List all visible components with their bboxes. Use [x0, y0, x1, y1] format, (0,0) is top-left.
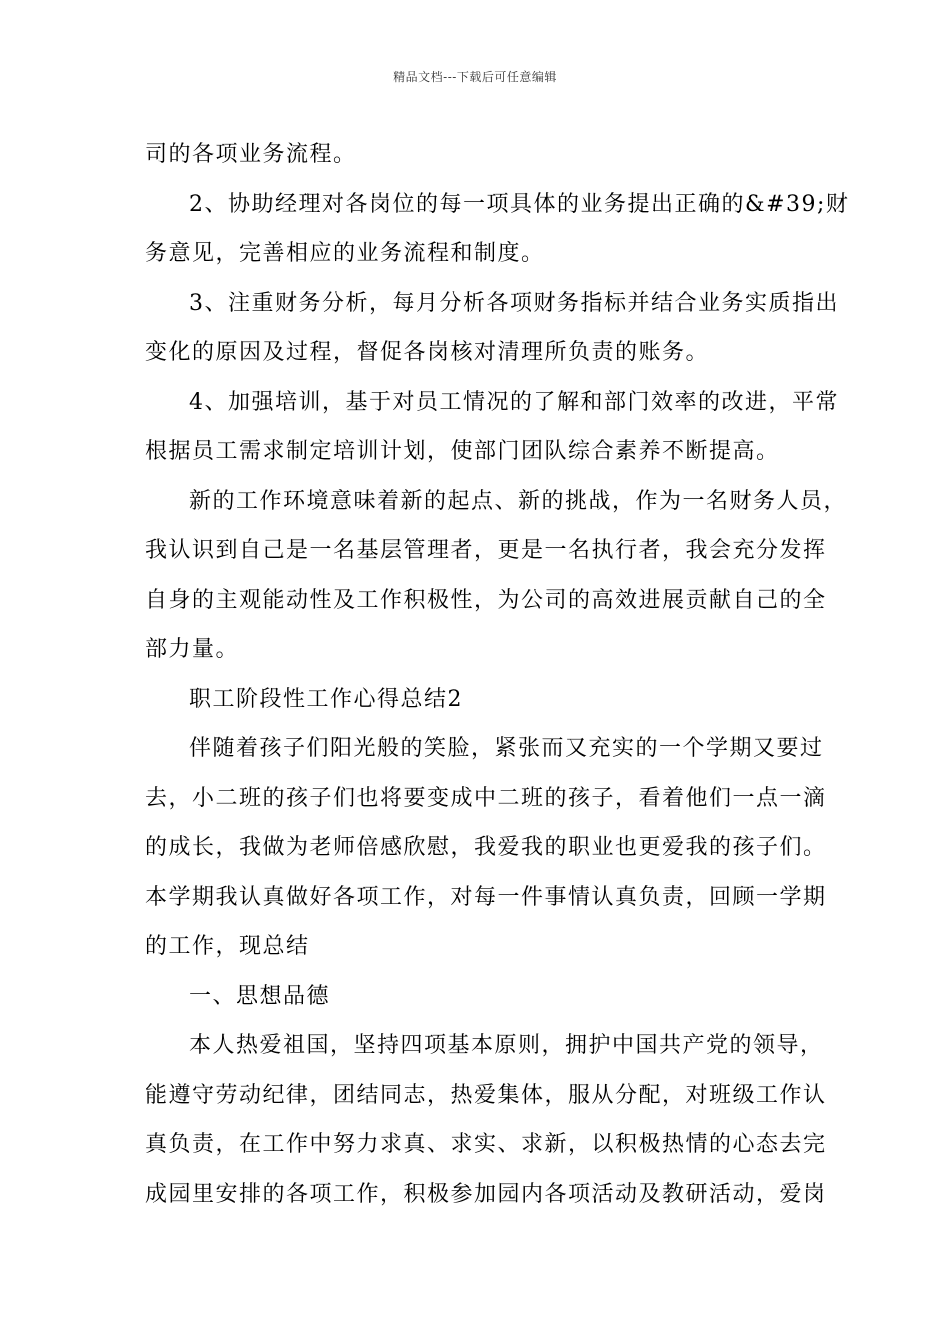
text-line: 4、加强培训，基于对员工情况的了解和部门效率的改进，平常 — [189, 389, 839, 415]
text-line: 成园里安排的各项工作，积极参加园内各项活动及教研活动，爱岗 — [145, 1181, 827, 1207]
text-line: 的成长，我做为老师倍感欣慰，我爱我的职业也更爱我的孩子们。 — [145, 835, 827, 860]
text-line: 本人热爱祖国，坚持四项基本原则，拥护中国共产党的领导， — [189, 1033, 824, 1058]
text-line: 自身的主观能动性及工作积极性，为公司的高效进展贡献自己的全 — [145, 587, 827, 613]
text-line: 部力量。 — [145, 637, 240, 662]
text-line: 真负责，在工作中努力求真、求实、求新，以积极热情的心态去完 — [145, 1132, 827, 1157]
text-line: 司的各项业务流程。 — [145, 142, 357, 167]
text-line: 本学期我认真做好各项工作，对每一件事情认真负责，回顾一学期 — [145, 884, 827, 910]
section-heading: 职工阶段性工作心得总结2 — [189, 686, 463, 712]
text-line: 变化的原因及过程，督促各岗核对清理所负责的账务。 — [145, 340, 710, 365]
text-line: 我认识到自己是一名基层管理者，更是一名执行者，我会充分发挥 — [145, 538, 827, 563]
document-body — [145, 130, 850, 1219]
section-heading: 一、思想品德 — [189, 983, 331, 1009]
text-line: 的工作，现总结 — [145, 934, 310, 959]
text-line: 去，小二班的孩子们也将要变成中二班的孩子，看着他们一点一滴 — [145, 785, 827, 811]
text-line: 能遵守劳动纪律，团结同志，热爱集体，服从分配，对班级工作认 — [145, 1082, 827, 1108]
text-line: 3、注重财务分析，每月分析各项财务指标并结合业务实质指出 — [189, 290, 839, 316]
page-header: 精品文档---下载后可任意编辑 — [393, 70, 557, 84]
text-line: 务意见，完善相应的业务流程和制度。 — [145, 241, 545, 266]
text-line: 新的工作环境意味着新的起点、新的挑战，作为一名财务人员， — [189, 488, 848, 514]
text-line: 伴随着孩子们阳光般的笑脸，紧张而又充实的一个学期又要过 — [189, 736, 824, 761]
text-line: 2、协助经理对各岗位的每一项具体的业务提出正确的&#39;财 — [189, 191, 850, 217]
text-line: 根据员工需求制定培训计划，使部门团队综合素养不断提高。 — [145, 439, 780, 464]
